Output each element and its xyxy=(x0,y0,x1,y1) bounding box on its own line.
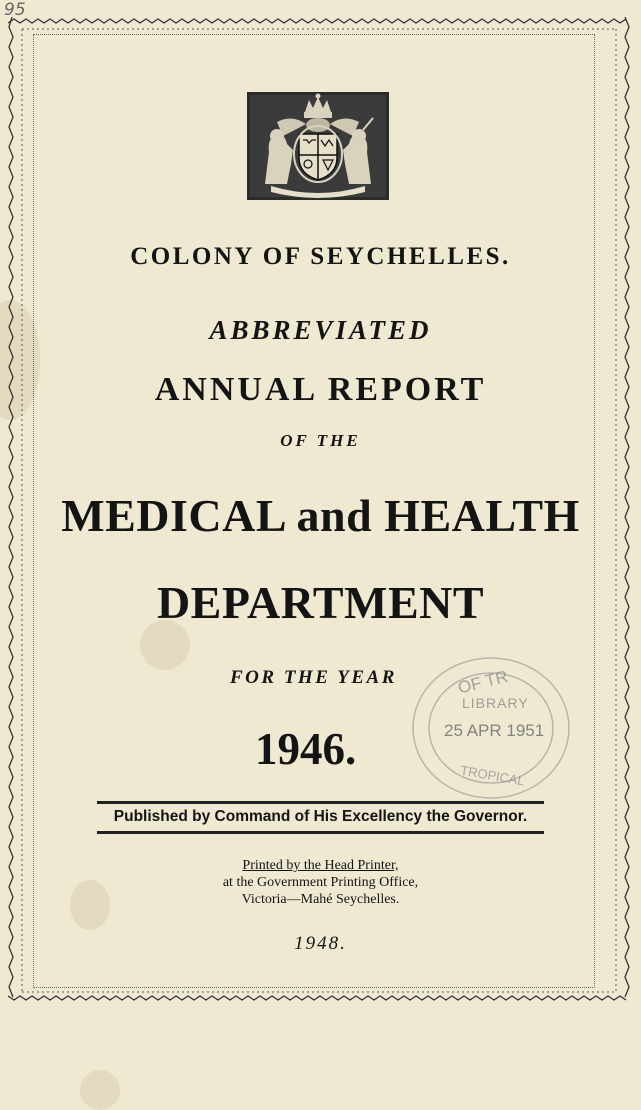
printer-line-3: Victoria—Mahé Seychelles. xyxy=(241,892,400,907)
of-the-heading: OF THE xyxy=(280,431,361,450)
printer-line-1: Printed by the Head Printer, xyxy=(242,858,399,873)
top-rule xyxy=(97,801,544,804)
pencil-page-mark: 95 xyxy=(4,0,26,20)
stamp-library-text: LIBRARY xyxy=(462,695,529,711)
for-the-year-label: FOR THE YEAR xyxy=(230,667,397,688)
bottom-rule xyxy=(97,831,544,834)
publication-statement: Published by Command of His Excellency the Governor. xyxy=(113,808,528,825)
stamp-date-text: 25 APR 1951 xyxy=(444,721,545,740)
print-year: 1948. xyxy=(294,933,347,954)
printer-line-2: at the Government Printing Office, xyxy=(222,875,419,890)
report-year: 1946. xyxy=(255,724,357,774)
colony-heading: COLONY OF SEYCHELLES. xyxy=(130,243,511,270)
abbreviated-heading: ABBREVIATED xyxy=(209,315,432,345)
printer-imprint xyxy=(0,857,641,908)
stamp-bottom-text: TROPICAL xyxy=(459,762,526,789)
library-stamp xyxy=(402,648,580,808)
stamp-top-text: OF TR xyxy=(456,666,510,698)
department-heading: DEPARTMENT xyxy=(156,577,485,628)
medical-health-heading: MEDICAL and HEALTH xyxy=(61,490,580,541)
royal-coat-of-arms-icon xyxy=(247,92,389,200)
annual-report-heading: ANNUAL REPORT xyxy=(154,371,487,408)
